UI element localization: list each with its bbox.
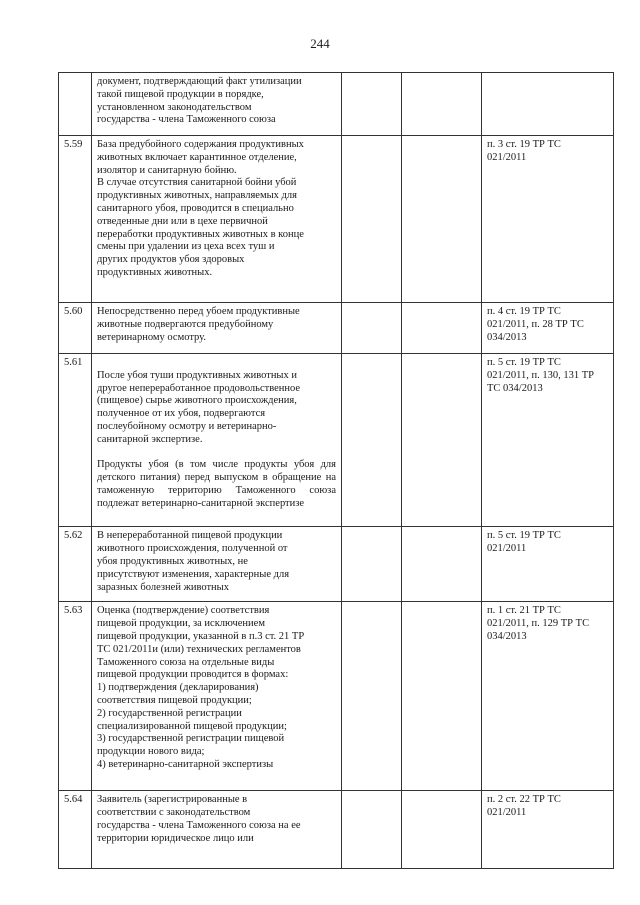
row-number: 5.61 [59,354,92,527]
requirement-text: Оценка (подтверждение) соответствия пищевой продукции, за исключением пищевой продукции, указанной в п.3 ст. 21 ТР ТС 021/2011и (или) технических регламентов Таможенного союза на отдельные виды пищевой продукции проводится в формах: 1) подтверждения (декларирования) соответствия пищевой продукции; 2) государственной регистрации специализированной пищевой продукции; 3) государственной регистрации пищевой продукции нового вида; 4) ветеринарно-санитарной экспертизы [92,602,342,791]
reference-text: п. 3 ст. 19 ТР ТС 021/2011 [482,136,614,303]
empty-cell [342,602,402,791]
requirement-text: документ, подтверждающий факт утилизации такой пищевой продукции в порядке, установленном законодательством государства - члена Таможенного союза [92,73,342,136]
requirement-text: База предубойного содержания продуктивных животных включает карантинное отделение, изолятор и санитарную бойню. В случае отсутствия санитарной бойни убой продуктивных животных, направляемых для санитарного убоя, проводится в специально отведенные дни или в цехе первичной переработки продуктивных животных в конце смены при удалении из цеха всех туш и других продуктов убоя здоровых продуктивных животных. [92,136,342,303]
empty-cell [342,73,402,136]
requirement-paragraph: После убоя туши продуктивных животных и другое непереработанное продовольственное (пищевое) сырье животного происхождения, полученное от их убоя, подвергаются послеубойному осмотру и ветеринарно- санитарной экспертизе. [97,369,301,445]
table-row [59,527,614,602]
table-row [59,73,614,136]
requirement-text [92,354,342,527]
row-number [59,73,92,136]
empty-cell [402,354,482,527]
requirement-paragraph: Продукты убоя (в том числе продукты убоя для детского питания) перед выпуском в обращение на таможенную территорию Таможенного союза подлежат ветеринарно-санитарной экспертизе [97,459,336,509]
table-row [59,602,614,791]
row-number: 5.63 [59,602,92,791]
requirement-text: Непосредственно перед убоем продуктивные животные подвергаются предубойному ветеринарному осмотру. [92,303,342,354]
empty-cell [402,602,482,791]
empty-cell [402,303,482,354]
reference-text: п. 2 ст. 22 ТР ТС 021/2011 [482,791,614,869]
requirement-text: Заявитель (зарегистрированные в соответствии с законодательством государства - члена Таможенного союза на ее территории юридическое лицо или [92,791,342,869]
empty-cell [342,303,402,354]
reference-text: п. 1 ст. 21 ТР ТС 021/2011, п. 129 ТР ТС 034/2013 [482,602,614,791]
reference-text: п. 5 ст. 19 ТР ТС 021/2011, п. 130, 131 ТР ТС 034/2013 [482,354,614,527]
table-row [59,303,614,354]
table-row [59,354,614,527]
reference-text [482,73,614,136]
row-number: 5.59 [59,136,92,303]
empty-cell [402,791,482,869]
empty-cell [342,791,402,869]
table-row [59,791,614,869]
empty-cell [342,527,402,602]
empty-cell [402,527,482,602]
row-number: 5.64 [59,791,92,869]
empty-cell [402,136,482,303]
page-number: 244 [310,36,330,51]
requirement-text: В непереработанной пищевой продукции животного происхождения, полученной от убоя продуктивных животных, не присутствуют изменения, характерные для заразных болезней животных [92,527,342,602]
empty-cell [402,73,482,136]
requirements-table [58,72,614,869]
reference-text: п. 5 ст. 19 ТР ТС 021/2011 [482,527,614,602]
row-number: 5.60 [59,303,92,354]
empty-cell [342,136,402,303]
empty-cell [342,354,402,527]
reference-text: п. 4 ст. 19 ТР ТС 021/2011, п. 28 ТР ТС 034/2013 [482,303,614,354]
table-row [59,136,614,303]
row-number: 5.62 [59,527,92,602]
